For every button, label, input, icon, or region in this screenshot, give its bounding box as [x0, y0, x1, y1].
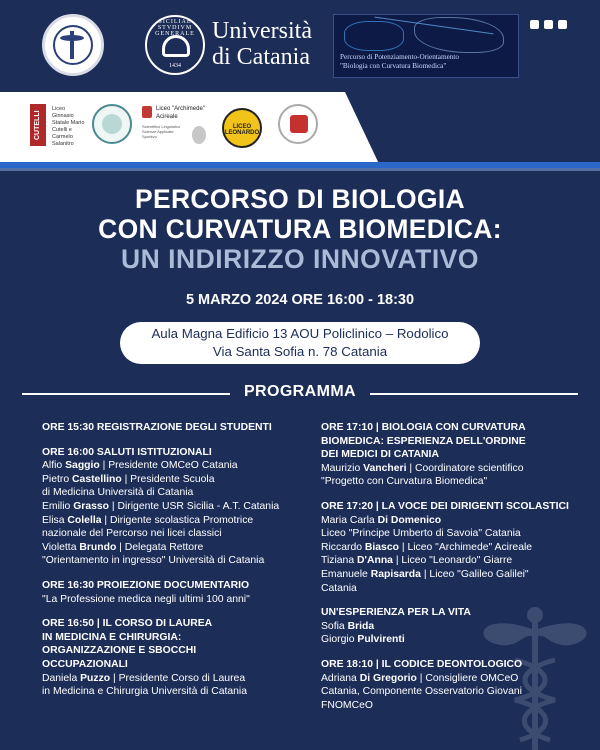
program-entry-heading: ORE 15:30 REGISTRAZIONE DEGLI STUDENTI [42, 422, 272, 433]
badge-icon [558, 20, 567, 29]
badge-icon [544, 20, 553, 29]
program-entry-heading: DEI MEDICI DI CATANIA [321, 449, 439, 461]
program-line: in Medicina e Chirurgia Università di Catania [42, 686, 248, 698]
project-caption: Percorso di Potenziamento-Orientamento "Biologia con Curvatura Biomedica" [340, 53, 459, 70]
program-line: Maurizio Vancheri | Coordinatore scientifico [321, 462, 524, 474]
program-line: Tiziana D'Anna | Liceo "Leonardo" Giarre [321, 555, 513, 567]
divider-right [370, 393, 578, 395]
program-entry-heading: ORE 16:30 PROIEZIONE DOCUMENTARIO [42, 579, 250, 591]
liceo-archimede-name: Liceo "Archimede" Acireale [156, 106, 205, 120]
school-seal-logo [92, 104, 132, 144]
liceo-galilei-logo [278, 104, 318, 144]
program-line: FNOMCeO [321, 699, 373, 711]
program-line: Catania, Componente Osservatorio Giovani [321, 686, 522, 698]
program-entry [42, 421, 304, 435]
program-line: Adriana Di Gregorio | Consigliere OMCeO [321, 672, 519, 684]
program-entry-heading: ORE 16:00 SALUTI ISTITUZIONALI [42, 446, 212, 458]
program-line: Sofia Brida [321, 620, 375, 632]
program-entry-heading: BIOMEDICA: ESPERIENZA DELL'ORDINE [321, 435, 526, 447]
program-line: Giorgio Pulvirenti [321, 634, 405, 646]
program-line: Emilio Grasso | Dirigente USR Sicilia - A.T. Catania [42, 500, 280, 512]
program-entry [321, 500, 586, 595]
venue-line-1: Aula Magna Edificio 13 AOU Policlinico – Rodolico [151, 326, 449, 341]
university-name: Università di Catania [212, 18, 312, 70]
omceo-logo [42, 14, 104, 76]
venue-box [120, 322, 480, 364]
program-entry [42, 446, 304, 568]
program-entry-heading: ORE 17:20 | LA VOCE DEI DIRIGENTI SCOLASTICI [321, 500, 569, 512]
program-line: "Progetto con Curvatura Biomedica" [321, 476, 488, 488]
program-line: "Orientamento in ingresso" Università di Catania [42, 555, 265, 567]
liceo-cutelli-logo: CUTELLI [30, 104, 46, 146]
program-right-column [321, 421, 586, 723]
program-line: di Medicina Università di Catania [42, 487, 194, 499]
liceo-cutelli-text: Liceo Ginnasio Statale Mario Cutelli e Carmelo Salanitro [52, 106, 85, 147]
program-line: Emanuele Rapisarda | Liceo "Galileo Galilei" [321, 568, 529, 580]
small-logos [530, 16, 580, 26]
badge-icon [530, 20, 539, 29]
liceo-leonardo-logo: LICEO LEONARDO [222, 108, 262, 148]
archimede-portrait-icon [192, 126, 206, 144]
program-entry-heading: UN'ESPERIENZA PER LA VITA [321, 607, 471, 619]
university-seal-logo [145, 15, 205, 75]
program-line: Catania [321, 582, 357, 594]
liceo-archimede-subtitle: Scientifico Linguistico Scienze Applicate Sportivo [142, 124, 181, 139]
program-entry [42, 617, 304, 699]
program-entry [321, 606, 586, 647]
program-line: Alfio Saggio | Presidente OMCeO Catania [42, 460, 238, 472]
program-line: "La Professione medica negli ultimi 100 anni" [42, 593, 250, 605]
program-entry-heading: ORGANIZZAZIONE E SBOCCHI [42, 645, 197, 657]
seal-emblem-icon [162, 35, 190, 57]
program-line: Daniela Puzzo | Presidente Corso di Laurea [42, 672, 246, 684]
program-line: Pietro Castellino | Presidente Scuola [42, 473, 215, 485]
header [0, 0, 600, 92]
programma-heading: PROGRAMMA [243, 383, 357, 400]
program-entry-heading: ORE 18:10 | IL CODICE DEONTOLOGICO [321, 658, 523, 670]
accent-stripe-light [0, 168, 600, 171]
title-line-3: UN INDIRIZZO INNOVATIVO [121, 244, 479, 274]
program-entry [321, 421, 586, 489]
seal-year: 1434 [169, 63, 181, 69]
title-line-2: CON CURVATURA BIOMEDICA: [98, 214, 502, 244]
seal-text: SICILIAE STVDIVM GENERALE [155, 19, 195, 37]
program-line: Elisa Colella | Dirigente scolastica Promotrice [42, 514, 254, 526]
program-entry-heading: ORE 17:10 | BIOLOGIA CON CURVATURA [321, 422, 526, 433]
divider-left [22, 393, 230, 395]
venue-line-2: Via Santa Sofia n. 78 Catania [212, 344, 388, 359]
title-line-1: PERCORSO DI BIOLOGIA [135, 184, 465, 214]
program-line: nazionale del Percorso nei licei classici [42, 528, 222, 540]
project-banner-image [333, 14, 519, 78]
program-line: Liceo "Principe Umberto di Savoia" Catania [321, 528, 521, 540]
event-date: 5 MARZO 2024 ORE 16:00 - 18:30 [185, 292, 415, 308]
program-line: Riccardo Biasco | Liceo "Archimede" Acireale [321, 541, 533, 553]
program-line: Maria Carla Di Domenico [321, 514, 442, 526]
program-entry [42, 579, 304, 606]
program-entry-heading: IN MEDICINA E CHIRURGIA: [42, 631, 182, 643]
program-line: Violetta Brundo | Delegata Rettore [42, 541, 204, 553]
program-entry-heading: ORE 16:50 | IL CORSO DI LAUREA [42, 618, 213, 630]
program-left-column [42, 421, 304, 710]
program-entry-heading: OCCUPAZIONALI [42, 658, 128, 670]
liceo-archimede-crest-icon [142, 106, 152, 118]
program-entry [321, 658, 586, 712]
